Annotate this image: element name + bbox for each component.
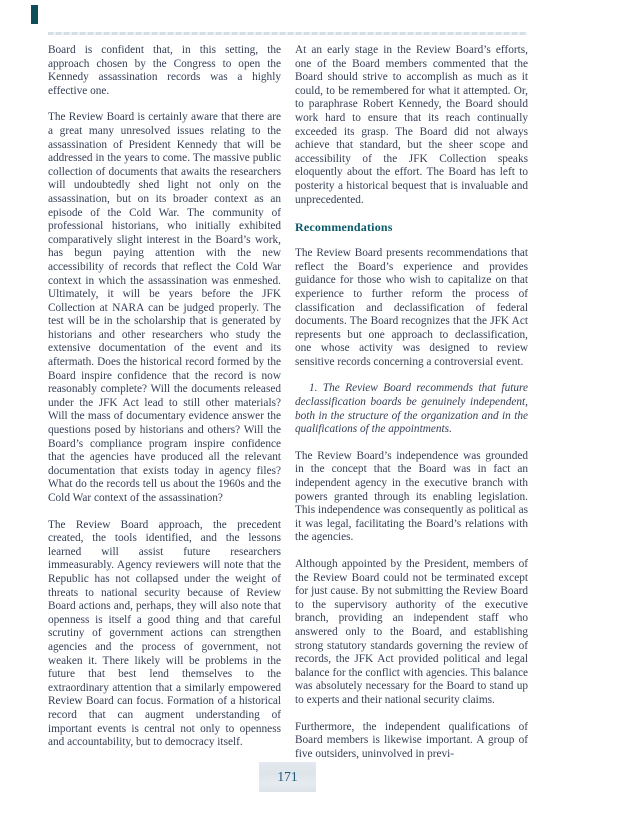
recommendations-heading: Recommendations: [295, 220, 393, 235]
paragraph: Furthermore, the independent qualifications of Board members is likewise important. A group of five outsiders, uninvolved in previ-: [295, 720, 528, 760]
page-number-badge: [259, 762, 316, 792]
paragraph: Board is confident that, in this setting, the approach chosen by the Congress to open the Kennedy assassination records was a highly effective one.: [48, 44, 281, 97]
paragraph: The Review Board is certainly aware that there are a great many unresolved issues relating to the assassination of President Kennedy that will be addressed in the years to come. The massive public collection of documents that awaits the researchers will undoubtedly shed light not only on the assassination, but on its broader context as an episode of the Cold War. The community of professional historians, who initially exhibited comparatively slight interest in the Board’s work, has begun paying attention with the new accessibility of records that reflect the Cold War context in which the assassination was enmeshed. Ultimately, it will be years before the JFK Collection at NARA can be judged properly. The test will be in the scholarship that is generated by historians and other researchers who study the extensive documentation of the event and its aftermath. Does the historical record formed by the Board inspire confidence that the record is now reasonably complete? Will the documents released under the JFK Act lead to still other materials? Will the mass of documentary evidence answer the questions posed by historians and others? Will the Board’s compliance program inspire confidence that the agencies have produced all the relevant documentation that exists today in agency files? What do the records tell us about the 1960s and the Cold War context of the assassination?: [48, 111, 281, 504]
paragraph: The Review Board presents recommendations that reflect the Board’s experience and provides guidance for those who wish to capitalize on that experience to further reform the process of classification and declassification of federal documents. The Board recognizes that the JFK Act represents but one approach to declassification, one whose activity was designed to review sensitive records concerning a controversial event.: [295, 247, 528, 368]
paragraph: At an early stage in the Review Board’s efforts, one of the Board members commented that the Board should strive to accomplish as much as it could, to be remembered for what it attempted. Or, to paraphrase Robert Kennedy, the Board should work hard to ensure that its reach continually exceeded its grasp. The Board did not always achieve that standard, but the sheer scope and accessibility of the JFK Collection speaks eloquently about the effort. The Board has left to posterity a historical bequest that is invaluable and unprecedented.: [295, 44, 528, 206]
paragraph: Although appointed by the President, members of the Review Board could not be terminated except for just cause. By not submitting the Review Board to the supervisory authority of the executive branch, providing an independent staff who answered only to the Board, and establishing strong statutory standards governing the review of records, the JFK Act provided political and legal balance for the conflict with agencies. This balance was absolutely necessary for the Board to stand up to experts and their national security claims.: [295, 558, 528, 706]
recommendation-item-1: 1. The Review Board recommends that future declassification boards be genuinely independent, both in the structure of the organization and in the qualifications of the appointments.: [295, 382, 528, 436]
paragraph: The Review Board’s independence was grounded in the concept that the Board was in fact an independent agency in the executive branch with powers granted through its enabling legislation. This independence was consequently as political as it was legal, facilitating the Board’s relations with the agencies.: [295, 449, 528, 544]
paragraph: The Review Board approach, the precedent created, the tools identified, and the lessons learned will assist future researchers immeasurably. Agency reviewers will note that the Republic has not collapsed under the weight of threats to national security because of Review Board actions and, perhaps, they will also note that openness is itself a good thing and that careful scrutiny of government actions can strengthen agencies and the process of government, not weaken it. There likely will be problems in the future that best lend themselves to the extraordinary attention that a similarly empowered Review Board can focus. Formation of a historical record that can augment understanding of important events is central not only to openness and accountability, but to democracy itself.: [48, 518, 281, 749]
two-column-text-body: [48, 44, 528, 774]
left-column: [48, 44, 281, 774]
right-column: [295, 44, 528, 774]
page-corner-mark: [31, 5, 38, 24]
top-decorative-rule: [48, 32, 527, 35]
page-number: 171: [277, 769, 298, 784]
